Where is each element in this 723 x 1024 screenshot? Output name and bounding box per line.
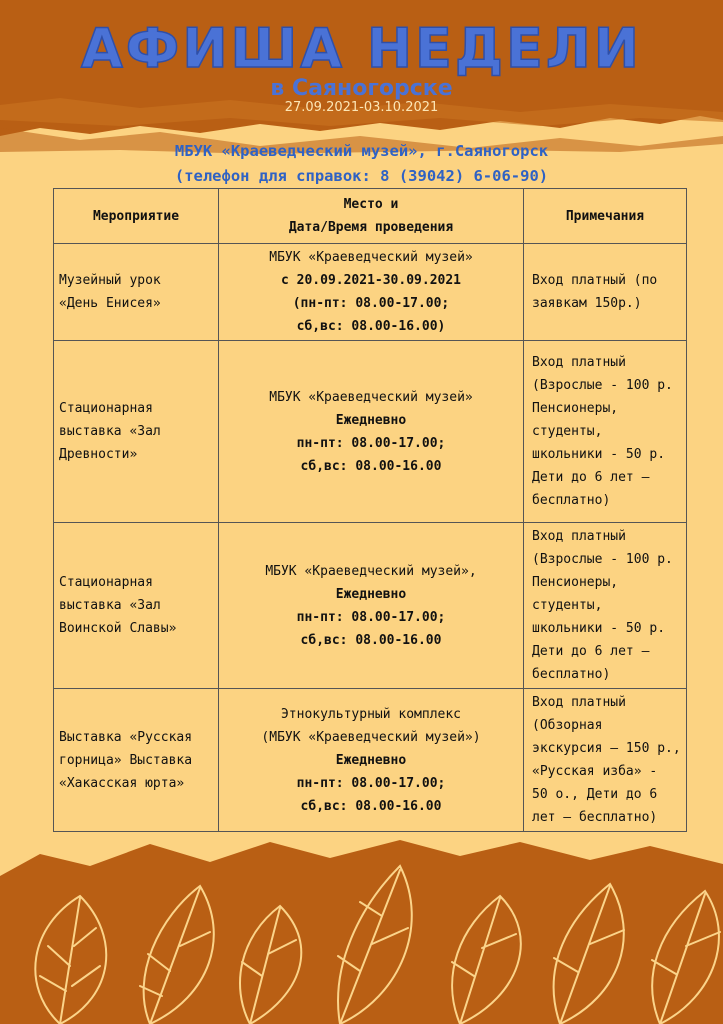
- table-row: [54, 689, 687, 832]
- date-range: 27.09.2021-03.10.2021: [284, 100, 439, 115]
- column-header-place: Место и Дата/Время проведения: [219, 189, 524, 244]
- notes-cell: Вход платный (Взрослые - 100 р. Пенсионеры, студенты, школьники - 50 р. Дети до 6 лет – бесплатно): [524, 523, 687, 689]
- poster-title: АФИША НЕДЕЛИ: [81, 17, 642, 80]
- table-row: [54, 244, 687, 341]
- event-cell: Стационарная выставка «Зал Воинской Славы»: [54, 523, 219, 689]
- event-cell: Выставка «Русская горница» Выставка «Хакасская юрта»: [54, 689, 219, 832]
- place-cell: МБУК «Краеведческий музей» Ежедневно пн-пт: 08.00-17.00; сб,вс: 08.00-16.00: [219, 341, 524, 523]
- event-cell: Музейный урок «День Енисея»: [54, 244, 219, 341]
- autumn-leaves-decoration: [0, 836, 723, 1024]
- table-row: [54, 523, 687, 689]
- place-cell: МБУК «Краеведческий музей», Ежедневно пн-пт: 08.00-17.00; сб,вс: 08.00-16.00: [219, 523, 524, 689]
- organizer-name: МБУК «Краеведческий музей», г.Саяногорск: [174, 142, 549, 160]
- column-header-notes: Примечания: [524, 189, 687, 244]
- place-cell: Этнокультурный комплекс (МБУК «Краеведческий музей») Ежедневно пн-пт: 08.00-17.00; сб,вс: 08.00-16.00: [219, 689, 524, 832]
- place-cell: МБУК «Краеведческий музей» с 20.09.2021-30.09.2021 (пн-пт: 08.00-17.00; сб,вс: 08.00-16.00): [219, 244, 524, 341]
- organizer-phone: (телефон для справок: 8 (39042) 6-06-90): [174, 167, 549, 185]
- table-row: [54, 341, 687, 523]
- notes-cell: Вход платный (по заявкам 150р.): [524, 244, 687, 341]
- table-header-row: [54, 189, 687, 244]
- event-cell: Стационарная выставка «Зал Древности»: [54, 341, 219, 523]
- column-header-event: Мероприятие: [54, 189, 219, 244]
- notes-cell: Вход платный (Обзорная экскурсия – 150 р., «Русская изба» - 50 о., Дети до 6 лет – бесплатно): [524, 689, 687, 832]
- events-table: [53, 188, 687, 832]
- notes-cell: Вход платный (Взрослые - 100 р. Пенсионеры, студенты, школьники - 50 р. Дети до 6 лет – бесплатно): [524, 341, 687, 523]
- poster-subtitle: в Саяногорске: [270, 76, 453, 101]
